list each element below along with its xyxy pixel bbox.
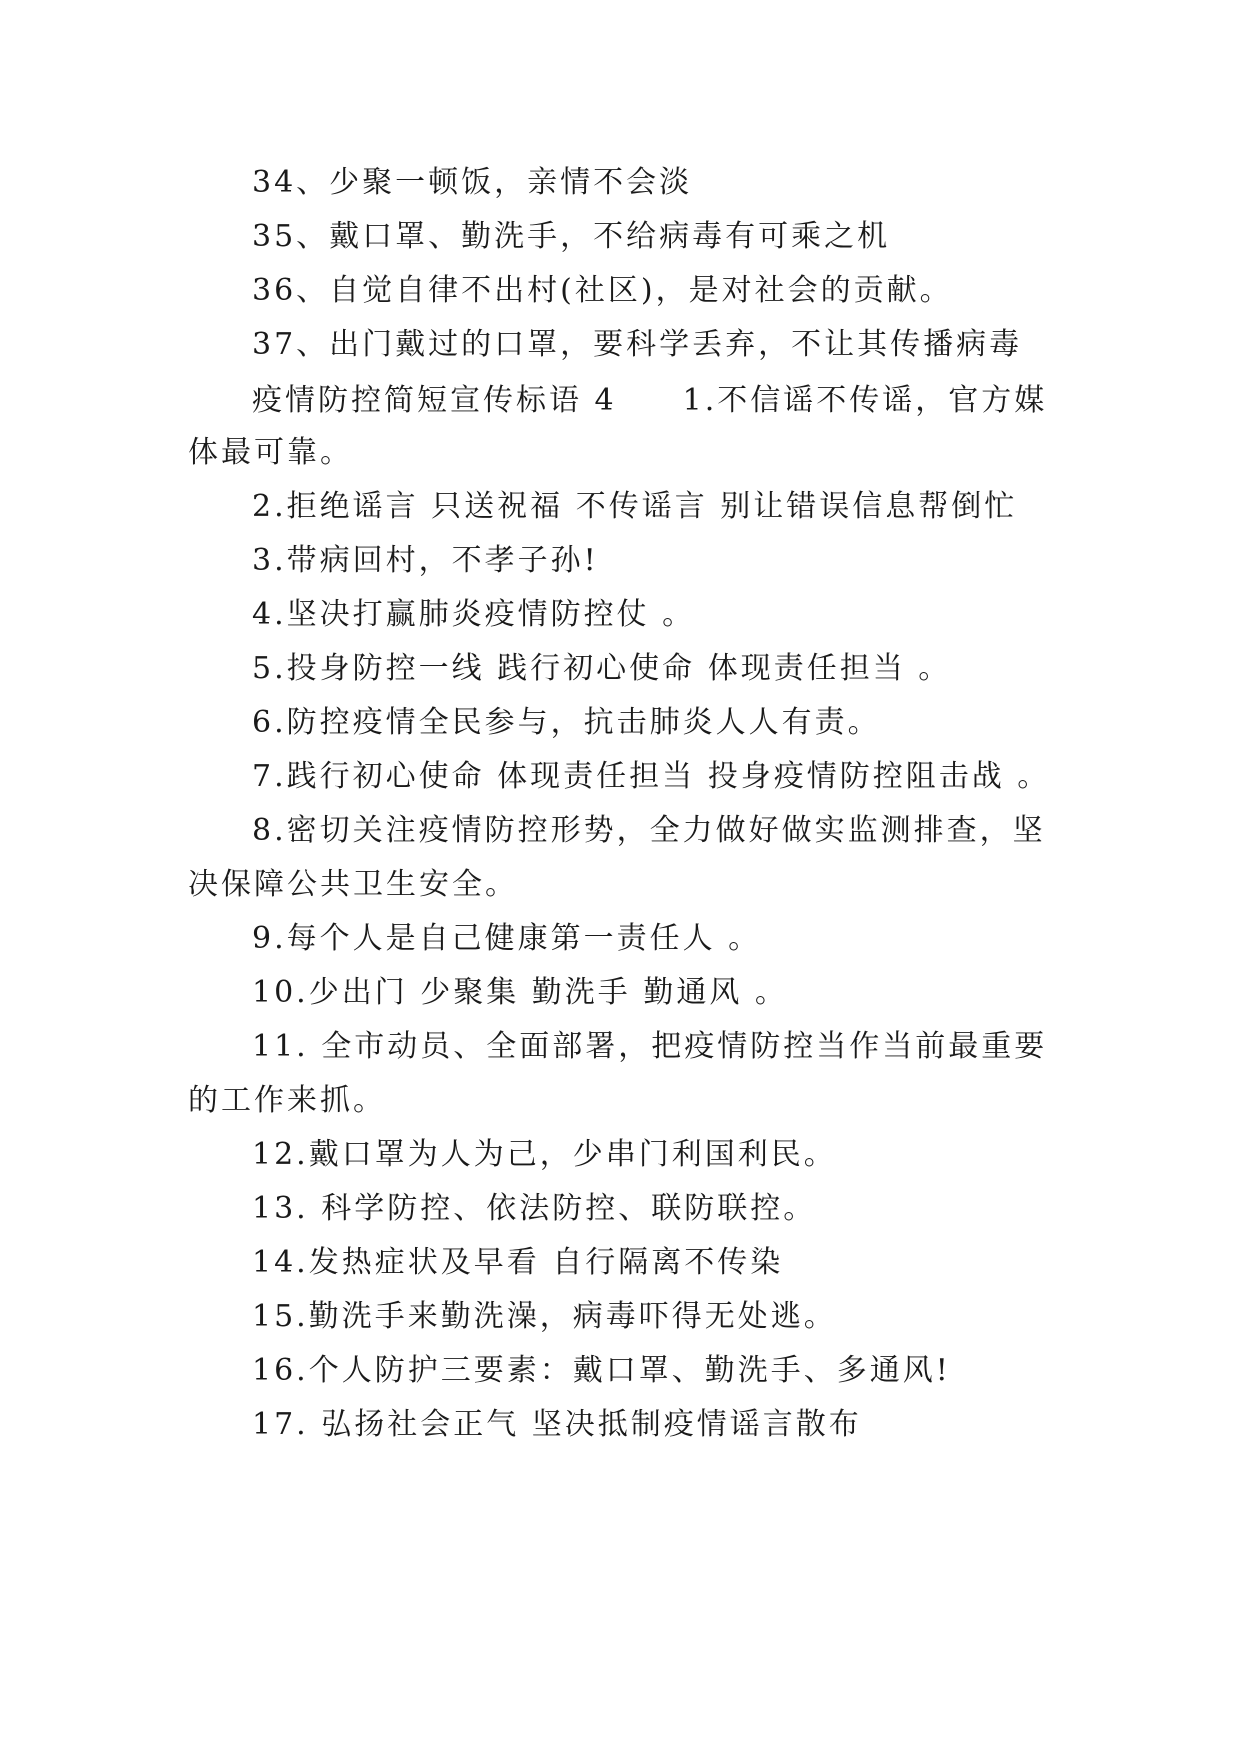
text-line: 35、戴口罩、勤洗手，不给病毒有可乘之机	[252, 219, 891, 254]
text-line: 9.每个人是自己健康第一责任人 。	[252, 921, 762, 956]
section-heading-line: 疫情防控简短宣传标语 4 1.不信谣不传谣，官方媒	[252, 383, 1048, 418]
text-line: 3.带病回村，不孝子孙!	[252, 543, 599, 578]
text-line: 37、出门戴过的口罩，要科学丢弃，不让其传播病毒	[252, 327, 1023, 362]
text-line: 34、少聚一顿饭，亲情不会淡	[252, 165, 693, 200]
text-line: 7.践行初心使命 体现责任担当 投身疫情防控阻击战 。	[252, 759, 1051, 794]
text-line: 15.勤洗手来勤洗澡，病毒吓得无处逃。	[252, 1299, 837, 1334]
text-line: 36、自觉自律不出村(社区)，是对社会的贡献。	[252, 273, 953, 308]
text-line: 8.密切关注疫情防控形势，全力做好做实监测排查，坚	[252, 813, 1046, 848]
text-line: 16.个人防护三要素：戴口罩、勤洗手、多通风!	[252, 1353, 951, 1388]
text-line: 2.拒绝谣言 只送祝福 不传谣言 别让错误信息帮倒忙	[252, 489, 1018, 524]
text-line: 12.戴口罩为人为己，少串门利国利民。	[252, 1137, 837, 1172]
text-line: 5.投身防控一线 践行初心使命 体现责任担当 。	[252, 651, 952, 686]
text-line: 17. 弘扬社会正气 坚决抵制疫情谣言散布	[252, 1407, 862, 1442]
text-line-continuation: 决保障公共卫生安全。	[188, 867, 518, 902]
text-line: 4.坚决打赢肺炎疫情防控仗 。	[252, 597, 696, 632]
text-line: 14.发热症状及早看 自行隔离不传染	[252, 1245, 784, 1280]
text-line: 6.防控疫情全民参与，抗击肺炎人人有责。	[252, 705, 881, 740]
text-line: 10.少出门 少聚集 勤洗手 勤通风 。	[252, 975, 788, 1010]
text-line-continuation: 的工作来抓。	[188, 1083, 386, 1118]
text-line-continuation: 体最可靠。	[188, 435, 353, 470]
text-line: 13. 科学防控、依法防控、联防联控。	[252, 1191, 817, 1226]
text-line: 11. 全市动员、全面部署，把疫情防控当作当前最重要	[252, 1029, 1048, 1064]
